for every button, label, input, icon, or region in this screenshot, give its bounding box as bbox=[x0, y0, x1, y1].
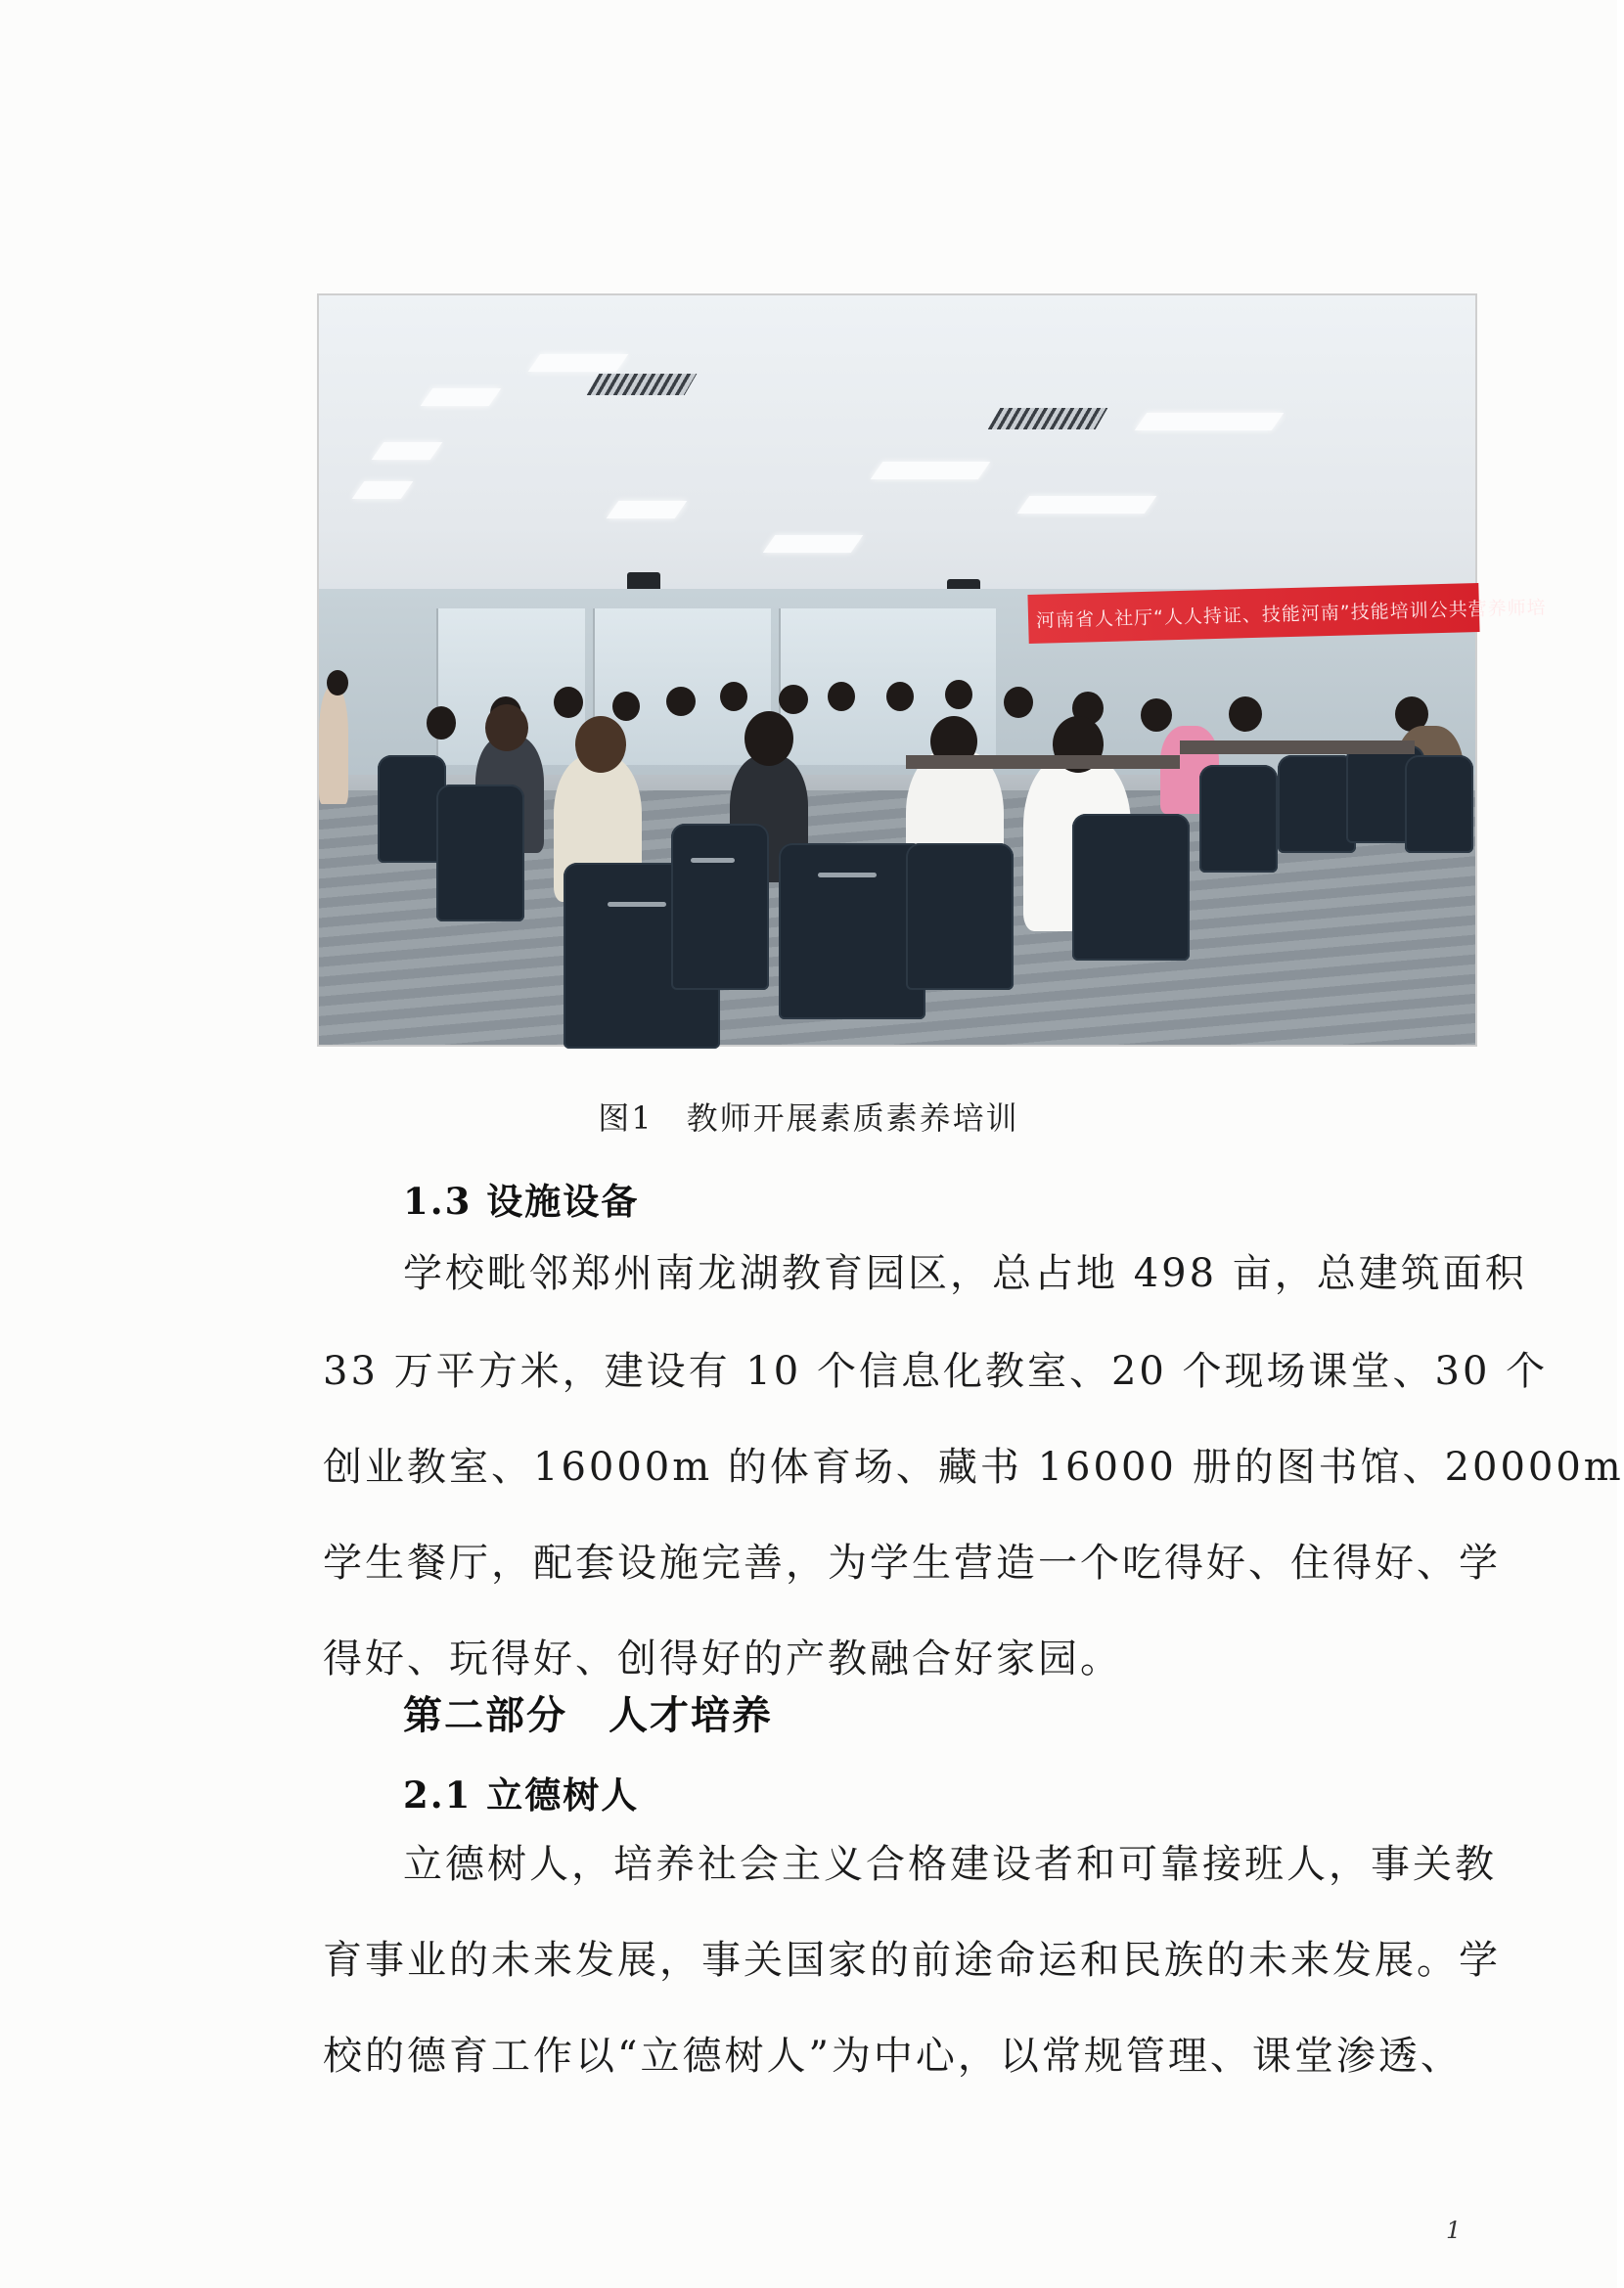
person bbox=[612, 692, 640, 721]
chair bbox=[779, 843, 925, 1019]
person bbox=[744, 711, 793, 766]
figure-caption-text: 教师开展素质素养培训 bbox=[686, 1099, 1019, 1137]
person bbox=[319, 687, 348, 804]
person bbox=[666, 687, 696, 716]
person bbox=[1004, 687, 1033, 718]
person bbox=[828, 682, 855, 711]
person bbox=[327, 670, 348, 695]
ceiling-light bbox=[763, 535, 864, 553]
paragraph-line: 学生餐厅，配套设施完善，为学生营造一个吃得好、住得好、学 bbox=[323, 1541, 1501, 1586]
desk bbox=[1180, 740, 1415, 754]
person bbox=[720, 682, 747, 711]
chair bbox=[1072, 814, 1190, 961]
ceiling-light bbox=[607, 501, 688, 518]
ceiling-light bbox=[1017, 496, 1157, 514]
ceiling-light bbox=[528, 354, 629, 372]
person bbox=[945, 680, 972, 709]
figure-label: 图1 bbox=[598, 1099, 654, 1137]
person bbox=[886, 682, 914, 711]
ceiling-light bbox=[871, 462, 991, 479]
figure-caption bbox=[0, 1094, 1617, 1139]
desk bbox=[906, 755, 1180, 769]
person bbox=[427, 706, 456, 740]
banner-text: 河南省人社厅“人人持证、技能河南”技能培训公共营养师培 bbox=[1035, 597, 1547, 632]
chair bbox=[436, 785, 524, 921]
training-photo bbox=[317, 293, 1547, 1047]
paragraph-line: 校的德育工作以“立德树人”为中心，以常规管理、课堂渗透、 bbox=[323, 2034, 1463, 2079]
ceiling-vent bbox=[988, 408, 1108, 429]
person bbox=[554, 687, 583, 718]
ceiling-light bbox=[1135, 413, 1285, 430]
section-heading-2-1: 2.1 立德树人 bbox=[403, 1773, 640, 1817]
chair bbox=[1278, 755, 1356, 853]
person bbox=[575, 716, 626, 773]
person bbox=[779, 685, 808, 714]
section-heading-1-3: 1.3 设施设备 bbox=[403, 1180, 640, 1223]
chair-handle bbox=[818, 873, 877, 877]
paragraph-line: 得好、玩得好、创得好的产教融合好家园。 bbox=[323, 1637, 1122, 1682]
chair bbox=[906, 843, 1014, 990]
person bbox=[1229, 696, 1262, 732]
paragraph-line: 创业教室、16000m 的体育场、藏书 16000 册的图书馆、20000m bbox=[323, 1445, 1624, 1490]
paragraph-line: 育事业的未来发展，事关国家的前途命运和民族的未来发展。学 bbox=[323, 1938, 1501, 1983]
chair bbox=[1405, 755, 1473, 853]
chair bbox=[1199, 765, 1278, 873]
person bbox=[1141, 698, 1172, 732]
paragraph-line: 33 万平方米，建设有 10 个信息化教室、20 个现场课堂、30 个 bbox=[323, 1349, 1549, 1394]
page-number: 1 bbox=[1446, 2217, 1462, 2244]
person bbox=[485, 704, 528, 751]
ceiling-light bbox=[372, 442, 443, 460]
chair bbox=[671, 824, 769, 990]
part-two-heading: 第二部分 人才培养 bbox=[403, 1692, 773, 1738]
chair-handle bbox=[608, 902, 666, 907]
ceiling-vent bbox=[587, 374, 698, 395]
chair-handle bbox=[691, 858, 735, 863]
ceiling-light bbox=[421, 388, 502, 406]
paragraph-line: 学校毗邻郑州南龙湖教育园区，总占地 498 亩，总建筑面积 bbox=[403, 1251, 1527, 1296]
paragraph-line: 立德树人，培养社会主义合格建设者和可靠接班人，事关教 bbox=[403, 1842, 1497, 1887]
